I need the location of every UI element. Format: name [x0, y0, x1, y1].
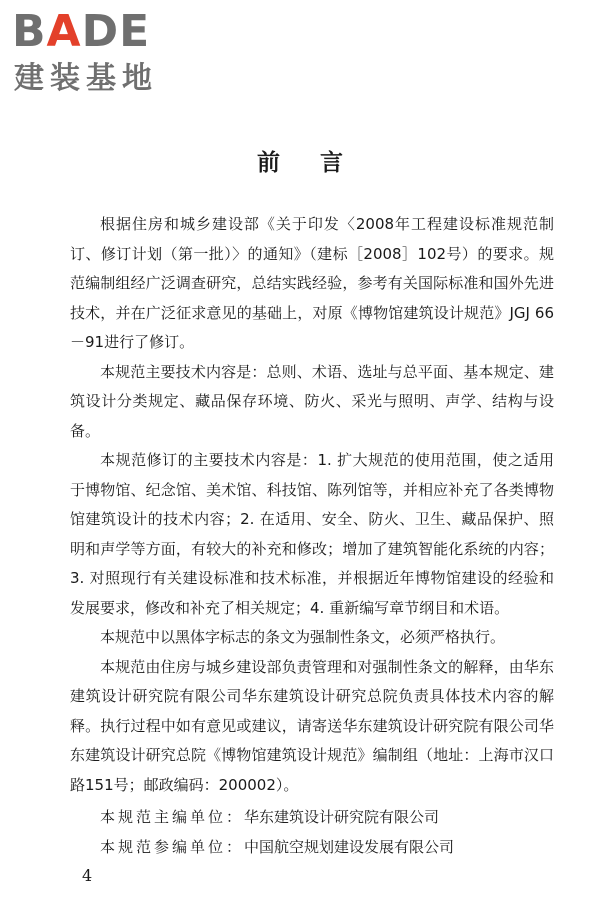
logo-letters-de: DE	[81, 6, 151, 57]
editor-units	[70, 803, 554, 862]
logo-wordmark	[12, 8, 150, 56]
page-title: 前言	[257, 149, 383, 176]
participating-editor-row	[70, 833, 554, 863]
paragraph-revisions: 本规范修订的主要技术内容是：1. 扩大规范的使用范围，使之适用于博物馆、纪念馆、美术馆、科技馆、陈列馆等，并相应补充了各类博物馆建筑设计的技术内容；2. 在适用、安全、防火、卫生、藏品保护、照明和声学等方面，有较大的补充和修改；增加了建筑智能化系统的内容；3. 对照现行有关建设标准和技术标准，并根据近年博物馆建设的经验和发展要求，修改和补充了相关规定；4. 重新编写章节纲目和术语。	[70, 451, 554, 617]
chief-editor-label: 本规范主编单位：	[100, 808, 245, 826]
participating-editor-label: 本规范参编单位：	[100, 837, 245, 856]
paragraph-main-content: 本规范主要技术内容是：总则、术语、选址与总平面、基本规定、建筑设计分类规定、藏品保存环境、防火、采光与照明、声学、结构与设备。	[70, 362, 554, 440]
logo-letter-a-accent: A	[46, 6, 82, 57]
chief-editor-row	[70, 803, 554, 833]
logo-letter-b: B	[12, 6, 47, 57]
page-number: 4	[82, 866, 93, 885]
preface-body	[70, 210, 554, 800]
chief-editor-value: 华东建筑设计研究院有限公司	[244, 808, 440, 826]
bade-logo	[12, 8, 172, 98]
participating-editor-value: 中国航空规划建设发展有限公司	[244, 837, 455, 856]
paragraph-mandatory-clauses: 本规范中以黑体字标志的条文为强制性条文，必须严格执行。	[100, 628, 506, 646]
paragraph-background: 根据住房和城乡建设部《关于印发〈2008年工程建设标准规范制订、修订计划（第一批）〉的通知》（建标［2008］102号）的要求。规范编制组经广泛调查研究，总结实践经验，参考有关国际标准和国外先进技术，并在广泛征求意见的基础上，对原《博物馆建筑设计规范》JGJ 66－91进行了修订。	[70, 215, 554, 351]
paragraph-management: 本规范由住房与城乡建设部负责管理和对强制性条文的解释，由华东建筑设计研究院有限公司华东建筑设计研究总院负责具体技术内容的解释。执行过程中如有意见或建议，请寄送华东建筑设计研究院有限公司华东建筑设计研究总院《博物馆建筑设计规范》编制组（地址：上海市汉口路151号；邮政编码：200002）。	[70, 657, 554, 794]
logo-chinese-name: 建装基地	[14, 61, 158, 96]
